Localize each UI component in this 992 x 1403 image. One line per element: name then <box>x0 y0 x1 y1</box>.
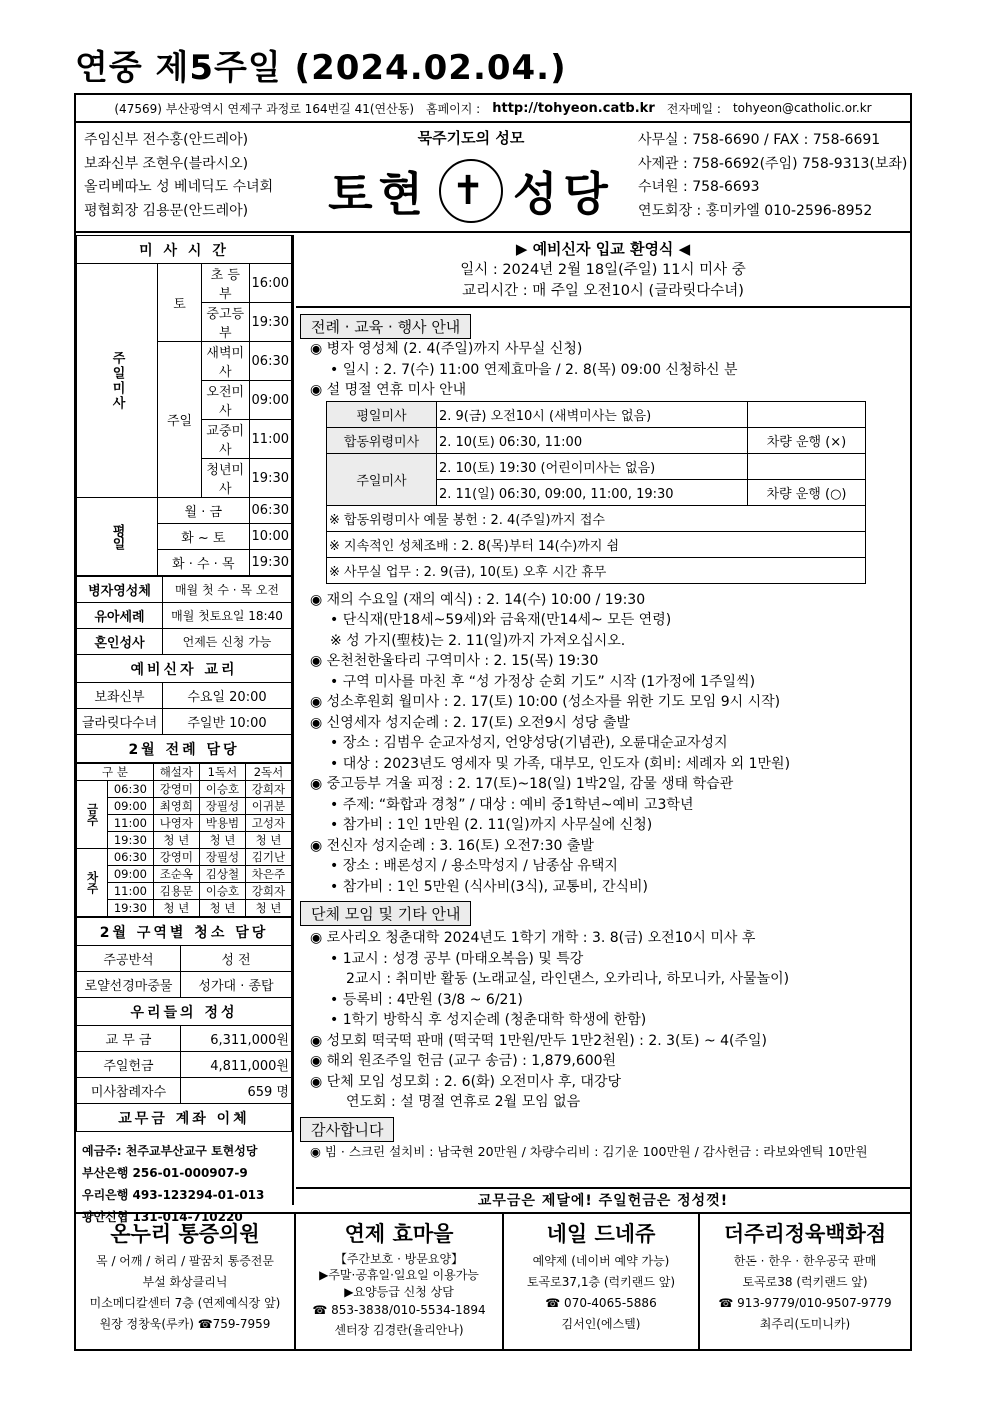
notice-line: • 1학기 방학식 후 성지순례 (청춘대학 학생에 한함) <box>330 1012 647 1028</box>
notice-line: ※ 성 가지(聖枝)는 2. 11(일)까지 가져오십시오. <box>330 632 626 649</box>
notice-line: ◉ 중고등부 겨울 피정 : 2. 17(토)~18(일) 1박2일, 감물 생태 학습관 <box>310 776 734 792</box>
mass-title: 미 사 시 간 <box>77 236 292 264</box>
group-lines <box>296 926 910 1113</box>
church-name: 토현 ✝ 성당 <box>321 158 621 224</box>
notice-line: • 참가비 : 1인 5만원 (식사비(3식), 교통비, 간식비) <box>330 878 648 895</box>
address-bar <box>76 95 910 123</box>
ad-nail: 네일 드네쥬 예약제 (네이버 예약 가능) 토곡로37,1층 (럭키랜드 앞) ☎ 070-4065-5886 김서인(에스텔) <box>504 1214 700 1350</box>
notice-line: ◉ 성소후원회 월미사 : 2. 17(토) 10:00 (성소자를 위한 기도 모임 9시 시작) <box>310 694 781 710</box>
notice-line: • 장소 : 배론성지 / 용소막성지 / 남종삼 유택지 <box>330 858 618 874</box>
sacraments: 병자영성체 매월 첫 수 · 목 오전 유아세례 매월 첫토요일 18:40 혼인성사 언제든 신청 가능 예비신자 교리 보좌신부 수요일 20:00 글라릿다수녀 주일반 10:00 2월 전례 담당 <box>76 576 292 763</box>
notice-line: • 단식재(만18세~59세)와 금육재(만14세~ 모든 연령) <box>330 612 672 628</box>
holiday-mass-table: 평일미사 2. 9(금) 오전10시 (새벽미사는 없음) 합동위령미사 2. 10(토) 06:30, 11:00 차량 운행 (×) 주일미사 2. 10(토) 19:30 (어린이미사는 없음) 2. 11(일) 06:30, 09:00, 11:00, 19:30 차량 운행 (○) ※ 합동위령미사 예물 봉헌 : 2. 4(주일)까지 접수 ※ 지속적인 성체조배 : 2. 8(목)부터 14(수)까지 쉼 ※ 사무실 업무 : 2. 9(금), 10(토) 오후 시간 휴무 <box>326 401 866 584</box>
notice-line: ◉ 재의 수요일 (재의 예식) : 2. 14(수) 10:00 / 19:30 <box>310 591 646 608</box>
homepage-label: 홈페이지 : <box>426 101 481 116</box>
liturgy-roster: 구 분 해설자 1독서 2독서 금주 06:30 강영미 이승호 강희자 09:00 최영희 장필성 이귀분 11:00 나영자 박용범 고성자 19:30 청 년 청 년 청 년 차주 06:30 강영미 장필성 김기난 09:00 조순옥 김상철 차은주 11:00 김용문 이승호 강희자 19:30 청 년 청 년 청 년 <box>76 763 292 917</box>
contact-list: 사무실 : 758-6690 / FAX : 758-6691 사제관 : 758-6692(주임) 758-9313(보좌) 수녀원 : 758-6693 연도회장 : 홍미카엘 010-2596-8952 <box>638 132 908 219</box>
page-title: 연중 제5주일 (2024.02.04.) <box>75 48 567 88</box>
notice-line: ◉ 로사리오 청춘대학 2024년도 1학기 개학 : 3. 8(금) 오전10시 미사 후 <box>310 930 756 946</box>
homepage-link[interactable]: http://tohyeon.catb.kr <box>492 100 655 116</box>
welcome-box: ▶ 예비신자 입교 환영식 ◀ 일시 : 2024년 2월 18일(주일) 11시 미사 중 교리시간 : 매 주일 오전10시 (글라릿다수녀) <box>296 235 910 308</box>
cross-logo-icon: ✝ <box>439 159 503 223</box>
notice-line: ◉ 단체 모임 성모회 : 2. 6(화) 오전미사 후, 대강당 <box>310 1073 622 1090</box>
notice-line: • 참가비 : 1인 1만원 (2. 11(일)까지 사무실에 신청) <box>330 817 653 833</box>
thanks-line: ◉ 빔 · 스크린 설치비 : 남국현 20만원 / 차량수리비 : 김기운 100만원 / 감사헌금 : 라보와엔틱 10만원 <box>310 1143 868 1159</box>
cleaning-and-offering: 2월 구역별 청소 담당 주공반석 성 전 로얄선경마중물 성가대 · 종탑 우리들의 정성 교 무 금 6,311,000원 주일헌금 4,811,000원 미사참례자수 659 명 교무금 계좌 이체 <box>76 917 292 1132</box>
section-liturgy: 전례 · 교육 · 행사 안내 <box>300 314 471 339</box>
email-label: 전자메일 : <box>666 101 721 116</box>
liturgy-lines <box>296 584 910 898</box>
notice-line: ◉ 전신자 성지순례 : 3. 16(토) 오전7:30 출발 <box>310 837 594 854</box>
notice-line: ◉ 온천천한울타리 구역미사 : 2. 15(목) 19:30 <box>310 653 599 669</box>
section-thanks: 감사합니다 <box>300 1117 394 1142</box>
footer-slogan: 교무금은 제달에! 주일헌금은 정성껏! <box>296 1187 910 1212</box>
notice-line: ◉ 해외 원조주일 헌금 (교구 송금) : 1,879,600원 <box>310 1053 617 1069</box>
notice-line: ◉ 신영세자 성지순례 : 2. 17(토) 오전9시 성당 출발 <box>310 714 630 731</box>
notice-line: • 주제: “화합과 경청” / 대상 : 예비 중1학년~예비 고3학년 <box>330 796 694 813</box>
notice-line: ◉ 성모회 떡국떡 판매 (떡국떡 1만원/만두 1만2천원) : 2. 3(토) ~ 4(주일) <box>310 1032 767 1049</box>
notice-line: 2교시 : 취미반 활동 (노래교실, 라인댄스, 오카리나, 하모니카, 사물놀이) <box>346 971 790 987</box>
notice-line: • 1교시 : 성경 공부 (마태오복음) 및 특강 <box>330 950 584 967</box>
ad-butcher: 더주리정육백화점 한돈 · 한우 · 한우공국 판매 토곡로38 (럭키랜드 앞) ☎ 913-9779/010-9507-9779 최주리(도미니카) <box>718 1222 892 1331</box>
left-column <box>76 235 294 1224</box>
ad-care: 연제 효마을 【주간보호 · 방문요양】 ▶주말·공휴일·일요일 이용가능 ▶요양등급 신청 상담 ☎ 853-3838/010-5534-1894 센터장 김경란(율리안나) <box>296 1214 504 1350</box>
notice-line: 연도회 : 설 명절 연휴로 2월 모임 없음 <box>346 1094 581 1110</box>
notice-line: • 구역 미사를 마친 후 “성 가정상 순회 기도” 시작 (1가정에 1주일씩) <box>330 673 756 690</box>
church-header <box>76 123 910 233</box>
notice-line: • 대상 : 2023년도 영세자 및 가족, 대부모, 인도자 (회비: 세례자 외 1만원) <box>330 755 791 772</box>
main-content: ▶ 예비신자 입교 환영식 ◀ 일시 : 2024년 2월 18일(주일) 11시 미사 중 교리시간 : 매 주일 오전10시 (글라릿다수녀) 전례 · 교육 · 행사 안내 ◉ 병자 영성체 (2. 4(주일)까지 사무실 신청) • 일시 : 2. 7(수) 11:00 연제효마을 / 2. 8(목) 09:00 신청하신 분 ◉ 설 명절 연휴 미사 안내 평일미사 2. 9(금) 오전10시 (새벽미사는 없음) 합동위령미사 2. 10(토) 06:30, 11:00 차량 운행 (×) 주일미사 2. 10(토) 19:30 (어린이미사는 없음) 2. 11(일) 06:30, 09:00, 11:00, 19:30 차량 운행 (○) ※ 합동위령미사 예물 봉헌 : 2. 4(주일)까지 접수 ※ 지속적인 성체조배 : 2. 8(목)부터 14(수)까지 쉼 ※ 사무실 업무 : 2. 9(금), 10(토) 오후 시간 휴무 ◉ 재의 수요일 (재의 예식) : 2. 14(수) 10:00 / 19:30 • 단식재(만18세~59세)와 금육재(만14세~ 모든 연령) ※ 성 가지(聖枝)는 2. 11(일)까지 가져오십시오. ◉ 온천천한울타리 구역미사 : 2. 15(목) 19:30 • 구역 미사를 마친 후 “성 가정상 순회 기도” 시작 (1가정에 1주일씩) ◉ 성소후원회 월미사 : 2. 17(토) 10:00 (성소자를 위한 기도 모임 9시 시작) ◉ 신영세자 성지순례 : 2. 17(토) 오전9시 성당 출발 • 장소 : 김범우 순교자성지, 언양성당(기념관), 오륜대순교자성지 • 대상 : 2023년도 영세자 및 가족, 대부모, 인도자 (회비: 세례자 외 1만원) ◉ 중고등부 겨울 피정 : 2. 17(토)~18(일) 1박2일, 감물 생태 학습관 • 주제: “화합과 경청” / 대상 : 예비 중1학년~예비 고3학년 • 참가비 : 1인 1만원 (2. 11(일)까지 사무실에 신청) ◉ 전신자 성지순례 : 3. 16(토) 오전7:30 출발 • 장소 : 배론성지 / 용소막성지 / 남종삼 유택지 • 참가비 : 1인 5만원 (식사비(3식), 교통비, 간식비) 단체 모임 및 기타 안내 ◉ 로사리오 청춘대학 2024년도 1학기 개학 : 3. 8(금) 오전10시 미사 후 • 1교시 : 성경 공부 (마태오복음) 및 특강 2교시 : 취미반 활동 (노래교실, 라인댄스, 오카리나, 하모니카, 사물놀이) • 등록비 : 4만원 (3/8 ~ 6/21) • 1학기 방학식 후 성지순례 (청춘대학 학생에 한함) ◉ 성모회 떡국떡 판매 (떡국떡 1만원/만두 1만2천원) : 2. 3(토) ~ 4(주일) ◉ 해외 원조주일 헌금 (교구 송금) : 1,879,600원 ◉ 단체 모임 성모회 : 2. 6(화) 오전미사 후, 대강당 연도회 : 설 명절 연휴로 2월 모임 없음 감사합니다 ◉ 빔 · 스크린 설치비 : 남국현 20만원 / 차량수리비 : 김기운 100만원 / 감사헌금 : 라보와엔틱 10만원 <box>296 235 910 1185</box>
notice-line: • 등록비 : 4만원 (3/8 ~ 6/21) <box>330 991 523 1008</box>
church-name-block <box>321 127 621 224</box>
clergy-list: 주임신부 전수홍(안드레아) 보좌신부 조현우(블라시오) 올리베따노 성 베네딕도 수녀회 평협회장 김용문(안드레아) <box>84 132 274 219</box>
ad-clinic: 온누리 통증의원 목 / 어깨 / 허리 / 팔꿈치 통증전문 부설 화상클리닉 미소메디칼센터 7층 (연제예식장 앞) 원장 정창욱(루카) ☎759-7959 <box>76 1214 296 1350</box>
address: (47569) 부산광역시 연제구 과정로 164번길 41(연산동) <box>114 101 414 116</box>
church-subtitle: 묵주기도의 성모 <box>417 129 525 147</box>
bank-accounts: 예금주: 천주교부산교구 토현성당 부산은행 256-01-000907-9 우리은행 493-123294-01-013 광안신협 131-014-710220 <box>82 1144 265 1224</box>
ads-row <box>76 1212 910 1350</box>
section-groups: 단체 모임 및 기타 안내 <box>300 901 471 926</box>
mass-schedule: 미 사 시 간 주일미사 토 초 등 부 16:00 중고등부 19:30 주일 새벽미사 06:30 오전미사 09:00 교중미사 11:00 청년미사 19:30 평일 월 · 금 06:30 화 ~ 토 10:00 화 · 수 · 목 19:30 <box>76 235 292 576</box>
email-link[interactable]: tohyeon@catholic.or.kr <box>732 101 872 115</box>
notice-line: • 장소 : 김범우 순교자성지, 언양성당(기념관), 오륜대순교자성지 <box>330 735 728 751</box>
